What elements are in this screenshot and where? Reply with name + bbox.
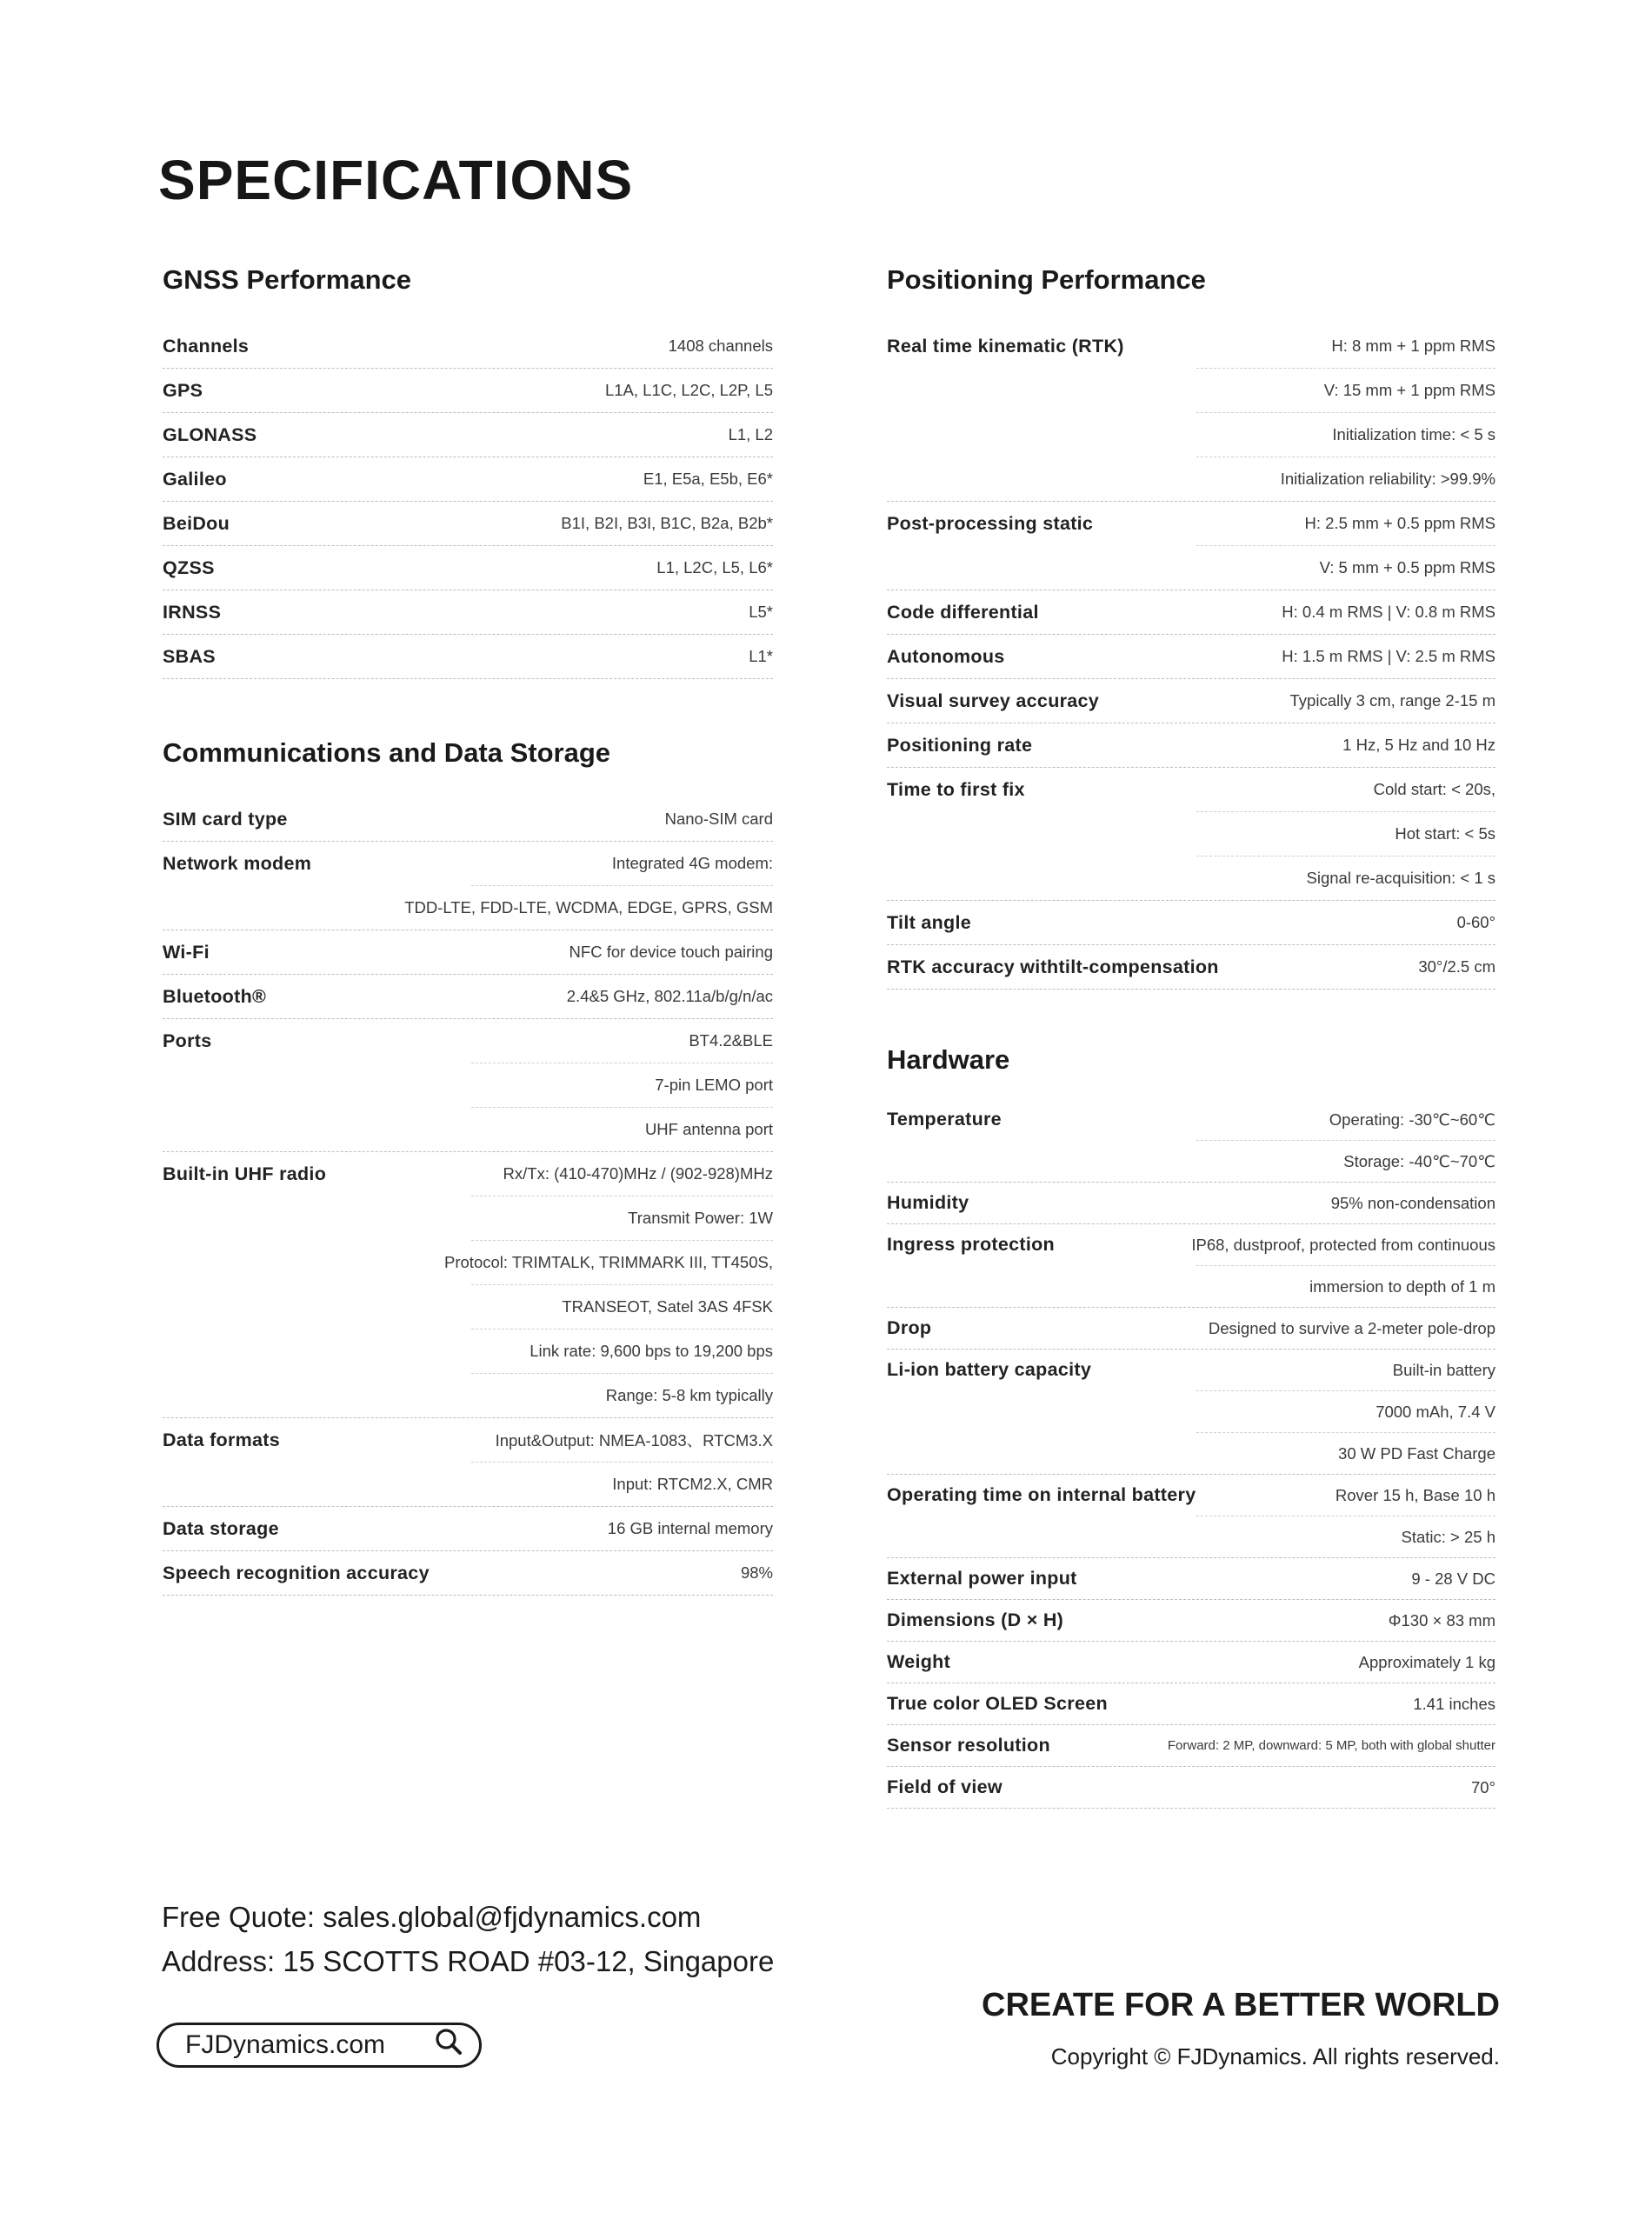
spec-value: Transmit Power: 1W bbox=[471, 1196, 773, 1241]
spec-row bbox=[887, 1767, 1495, 1809]
spec-row bbox=[887, 1558, 1495, 1600]
section-hardware bbox=[887, 1037, 1495, 1809]
spec-value: 30 W PD Fast Charge bbox=[1338, 1443, 1495, 1463]
spec-row bbox=[163, 502, 773, 546]
spec-value: H: 8 mm + 1 ppm RMS bbox=[1196, 324, 1495, 369]
spec-value: 16 GB internal memory bbox=[607, 1519, 773, 1537]
spec-value: Input&Output: NMEA-1083、RTCM3.X bbox=[471, 1418, 773, 1463]
spec-row bbox=[887, 768, 1495, 901]
spec-value: Rover 15 h, Base 10 h bbox=[1196, 1475, 1495, 1516]
spec-row bbox=[163, 1551, 773, 1596]
spec-value: Protocol: TRIMTALK, TRIMMARK III, TT450S, bbox=[471, 1241, 773, 1285]
spec-row bbox=[887, 1224, 1495, 1308]
spec-label: Weight bbox=[887, 1651, 951, 1672]
spec-value: BT4.2&BLE bbox=[471, 1019, 773, 1063]
spec-label: Drop bbox=[887, 1317, 932, 1338]
spec-row bbox=[163, 1418, 773, 1507]
spec-label: Sensor resolution bbox=[887, 1735, 1050, 1756]
spec-label: Real time kinematic (RTK) bbox=[887, 336, 1124, 357]
spec-value: Link rate: 9,600 bps to 19,200 bps bbox=[471, 1330, 773, 1374]
section-communications-data-storage bbox=[163, 730, 773, 1596]
spec-row bbox=[887, 635, 1495, 679]
address: Address: 15 SCOTTS ROAD #03-12, Singapore bbox=[162, 1945, 775, 1977]
spec-value: Operating: -30℃~60℃ bbox=[1196, 1099, 1495, 1141]
spec-row bbox=[887, 1600, 1495, 1642]
section-heading: Communications and Data Storage bbox=[163, 737, 611, 768]
spec-value: H: 2.5 mm + 0.5 ppm RMS bbox=[1196, 502, 1495, 546]
spec-row bbox=[163, 369, 773, 413]
spec-value: Static: > 25 h bbox=[1401, 1527, 1495, 1546]
spec-row bbox=[163, 975, 773, 1019]
spec-value: TDD-LTE, FDD-LTE, WCDMA, EDGE, GPRS, GSM bbox=[404, 898, 773, 916]
spec-value: 9 - 28 V DC bbox=[1411, 1569, 1495, 1588]
spec-value: 2.4&5 GHz, 802.11a/b/g/n/ac bbox=[566, 987, 773, 1005]
spec-label: Bluetooth® bbox=[163, 986, 267, 1007]
spec-label: RTK accuracy withtilt-compensation bbox=[887, 956, 1219, 977]
copyright: Copyright © FJDynamics. All rights reserved. bbox=[1050, 2043, 1500, 2069]
spec-label: Positioning rate bbox=[887, 735, 1033, 756]
spec-value: Signal re-acquisition: < 1 s bbox=[1306, 869, 1495, 887]
spec-row bbox=[163, 842, 773, 930]
spec-label: Time to first fix bbox=[887, 779, 1025, 800]
spec-row bbox=[887, 324, 1495, 502]
spec-label: BeiDou bbox=[163, 513, 230, 534]
spec-row bbox=[887, 1183, 1495, 1224]
spec-row bbox=[887, 502, 1495, 590]
spec-label: Dimensions (D × H) bbox=[887, 1610, 1064, 1630]
slogan: CREATE FOR A BETTER WORLD bbox=[982, 1987, 1500, 2023]
spec-value: Hot start: < 5s bbox=[1196, 812, 1495, 856]
spec-row bbox=[887, 1725, 1495, 1767]
spec-label: GLONASS bbox=[163, 424, 257, 445]
page-title: SPECIFICATIONS bbox=[158, 149, 634, 211]
spec-value: TRANSEOT, Satel 3AS 4FSK bbox=[471, 1285, 773, 1330]
spec-label: Built-in UHF radio bbox=[163, 1163, 327, 1184]
spec-label: External power input bbox=[887, 1568, 1077, 1589]
spec-value: Typically 3 cm, range 2-15 m bbox=[1289, 691, 1495, 710]
spec-label: Data storage bbox=[163, 1518, 279, 1539]
spec-label: Humidity bbox=[887, 1192, 969, 1213]
spec-label: Data formats bbox=[163, 1430, 281, 1450]
spec-value: immersion to depth of 1 m bbox=[1309, 1276, 1495, 1296]
spec-row bbox=[887, 1308, 1495, 1350]
spec-value: Forward: 2 MP, downward: 5 MP, both with global shutter bbox=[1167, 1738, 1495, 1753]
spec-row bbox=[887, 679, 1495, 723]
spec-row bbox=[163, 1152, 773, 1418]
spec-value: 30°/2.5 cm bbox=[1418, 957, 1495, 976]
spec-value: Range: 5-8 km typically bbox=[605, 1386, 773, 1404]
spec-label: Autonomous bbox=[887, 646, 1005, 667]
spec-label: Li-ion battery capacity bbox=[887, 1359, 1092, 1380]
spec-label: Wi-Fi bbox=[163, 942, 210, 963]
spec-label: Tilt angle bbox=[887, 912, 971, 933]
spec-value: B1I, B2I, B3I, B1C, B2a, B2b* bbox=[561, 514, 773, 532]
spec-label: GPS bbox=[163, 380, 203, 401]
spec-label: Post-processing static bbox=[887, 513, 1094, 534]
spec-row bbox=[887, 723, 1495, 768]
website-label: FJDynamics.com bbox=[185, 2030, 386, 2059]
spec-value: L5* bbox=[749, 603, 773, 621]
spec-row bbox=[163, 797, 773, 842]
spec-value: V: 15 mm + 1 ppm RMS bbox=[1196, 369, 1495, 413]
spec-value: IP68, dustproof, protected from continuous bbox=[1196, 1224, 1495, 1266]
search-icon bbox=[434, 2027, 463, 2063]
spec-value: Approximately 1 kg bbox=[1358, 1652, 1495, 1671]
spec-value: L1, L2C, L5, L6* bbox=[656, 558, 773, 576]
spec-value: Designed to survive a 2-meter pole-drop bbox=[1208, 1318, 1495, 1337]
spec-value: NFC for device touch pairing bbox=[569, 943, 773, 961]
spec-value: L1* bbox=[749, 647, 773, 665]
spec-value: E1, E5a, E5b, E6* bbox=[643, 470, 773, 488]
spec-label: IRNSS bbox=[163, 602, 222, 623]
spec-value: L1, L2 bbox=[728, 425, 773, 443]
spec-label: SBAS bbox=[163, 646, 216, 667]
section-heading: GNSS Performance bbox=[163, 264, 411, 295]
spec-value: H: 1.5 m RMS | V: 2.5 m RMS bbox=[1282, 647, 1495, 665]
spec-label: Ingress protection bbox=[887, 1234, 1055, 1255]
spec-value: 70° bbox=[1471, 1777, 1495, 1796]
spec-row bbox=[887, 945, 1495, 990]
spec-label: Network modem bbox=[163, 853, 312, 874]
spec-row bbox=[163, 324, 773, 369]
spec-row bbox=[163, 635, 773, 679]
spec-value: Initialization reliability: >99.9% bbox=[1280, 470, 1495, 488]
spec-row bbox=[163, 590, 773, 635]
spec-value: Built-in battery bbox=[1196, 1350, 1495, 1391]
spec-value: 7000 mAh, 7.4 V bbox=[1196, 1391, 1495, 1433]
section-heading: Positioning Performance bbox=[887, 264, 1206, 295]
spec-value: H: 0.4 m RMS | V: 0.8 m RMS bbox=[1282, 603, 1495, 621]
spec-value: 1.41 inches bbox=[1413, 1694, 1495, 1713]
spec-value: Input: RTCM2.X, CMR bbox=[612, 1475, 773, 1493]
spec-label: Temperature bbox=[887, 1109, 1002, 1130]
spec-row bbox=[163, 457, 773, 502]
spec-row bbox=[163, 930, 773, 975]
section-heading: Hardware bbox=[887, 1044, 1010, 1075]
spec-value: 0-60° bbox=[1456, 913, 1495, 931]
spec-value: Φ130 × 83 mm bbox=[1388, 1610, 1495, 1630]
spec-row bbox=[887, 1350, 1495, 1475]
spec-row bbox=[887, 590, 1495, 635]
spec-label: Speech recognition accuracy bbox=[163, 1563, 430, 1583]
spec-value: 1408 channels bbox=[668, 337, 773, 355]
spec-label: Ports bbox=[163, 1030, 212, 1051]
section-positioning-performance bbox=[887, 257, 1495, 990]
free-quote-email[interactable]: Free Quote: sales.global@fjdynamics.com bbox=[162, 1901, 702, 1933]
spec-value: Storage: -40℃~70℃ bbox=[1343, 1151, 1495, 1170]
spec-value: Nano-SIM card bbox=[664, 810, 773, 828]
spec-value: 7-pin LEMO port bbox=[471, 1063, 773, 1108]
spec-row bbox=[163, 413, 773, 457]
spec-label: True color OLED Screen bbox=[887, 1693, 1108, 1714]
spec-row bbox=[887, 1475, 1495, 1558]
spec-row bbox=[887, 1683, 1495, 1725]
spec-label: Visual survey accuracy bbox=[887, 690, 1100, 711]
spec-label: Operating time on internal battery bbox=[887, 1484, 1196, 1505]
spec-value: 95% non-condensation bbox=[1330, 1193, 1495, 1212]
spec-value: Integrated 4G modem: bbox=[471, 842, 773, 886]
spec-label: SIM card type bbox=[163, 809, 288, 830]
spec-value: Initialization time: < 5 s bbox=[1196, 413, 1495, 457]
spec-value: UHF antenna port bbox=[644, 1120, 773, 1138]
spec-label: Code differential bbox=[887, 602, 1039, 623]
website-search-pill[interactable] bbox=[157, 2023, 482, 2068]
spec-value: 1 Hz, 5 Hz and 10 Hz bbox=[1342, 736, 1495, 754]
spec-value: L1A, L1C, L2C, L2P, L5 bbox=[604, 381, 773, 399]
spec-row bbox=[887, 1642, 1495, 1683]
spec-row bbox=[887, 1099, 1495, 1183]
spec-value: Cold start: < 20s, bbox=[1196, 768, 1495, 812]
spec-value: Rx/Tx: (410-470)MHz / (902-928)MHz bbox=[471, 1152, 773, 1196]
spec-value: V: 5 mm + 0.5 ppm RMS bbox=[1319, 558, 1495, 576]
spec-row bbox=[163, 1019, 773, 1152]
spec-value: 98% bbox=[740, 1563, 773, 1582]
section-gnss-performance bbox=[163, 257, 773, 679]
spec-label: Channels bbox=[163, 336, 250, 357]
spec-label: Field of view bbox=[887, 1776, 1003, 1797]
spec-row bbox=[163, 1507, 773, 1551]
spec-row bbox=[887, 901, 1495, 945]
spec-label: QZSS bbox=[163, 557, 215, 578]
spec-row bbox=[163, 546, 773, 590]
spec-label: Galileo bbox=[163, 469, 227, 490]
